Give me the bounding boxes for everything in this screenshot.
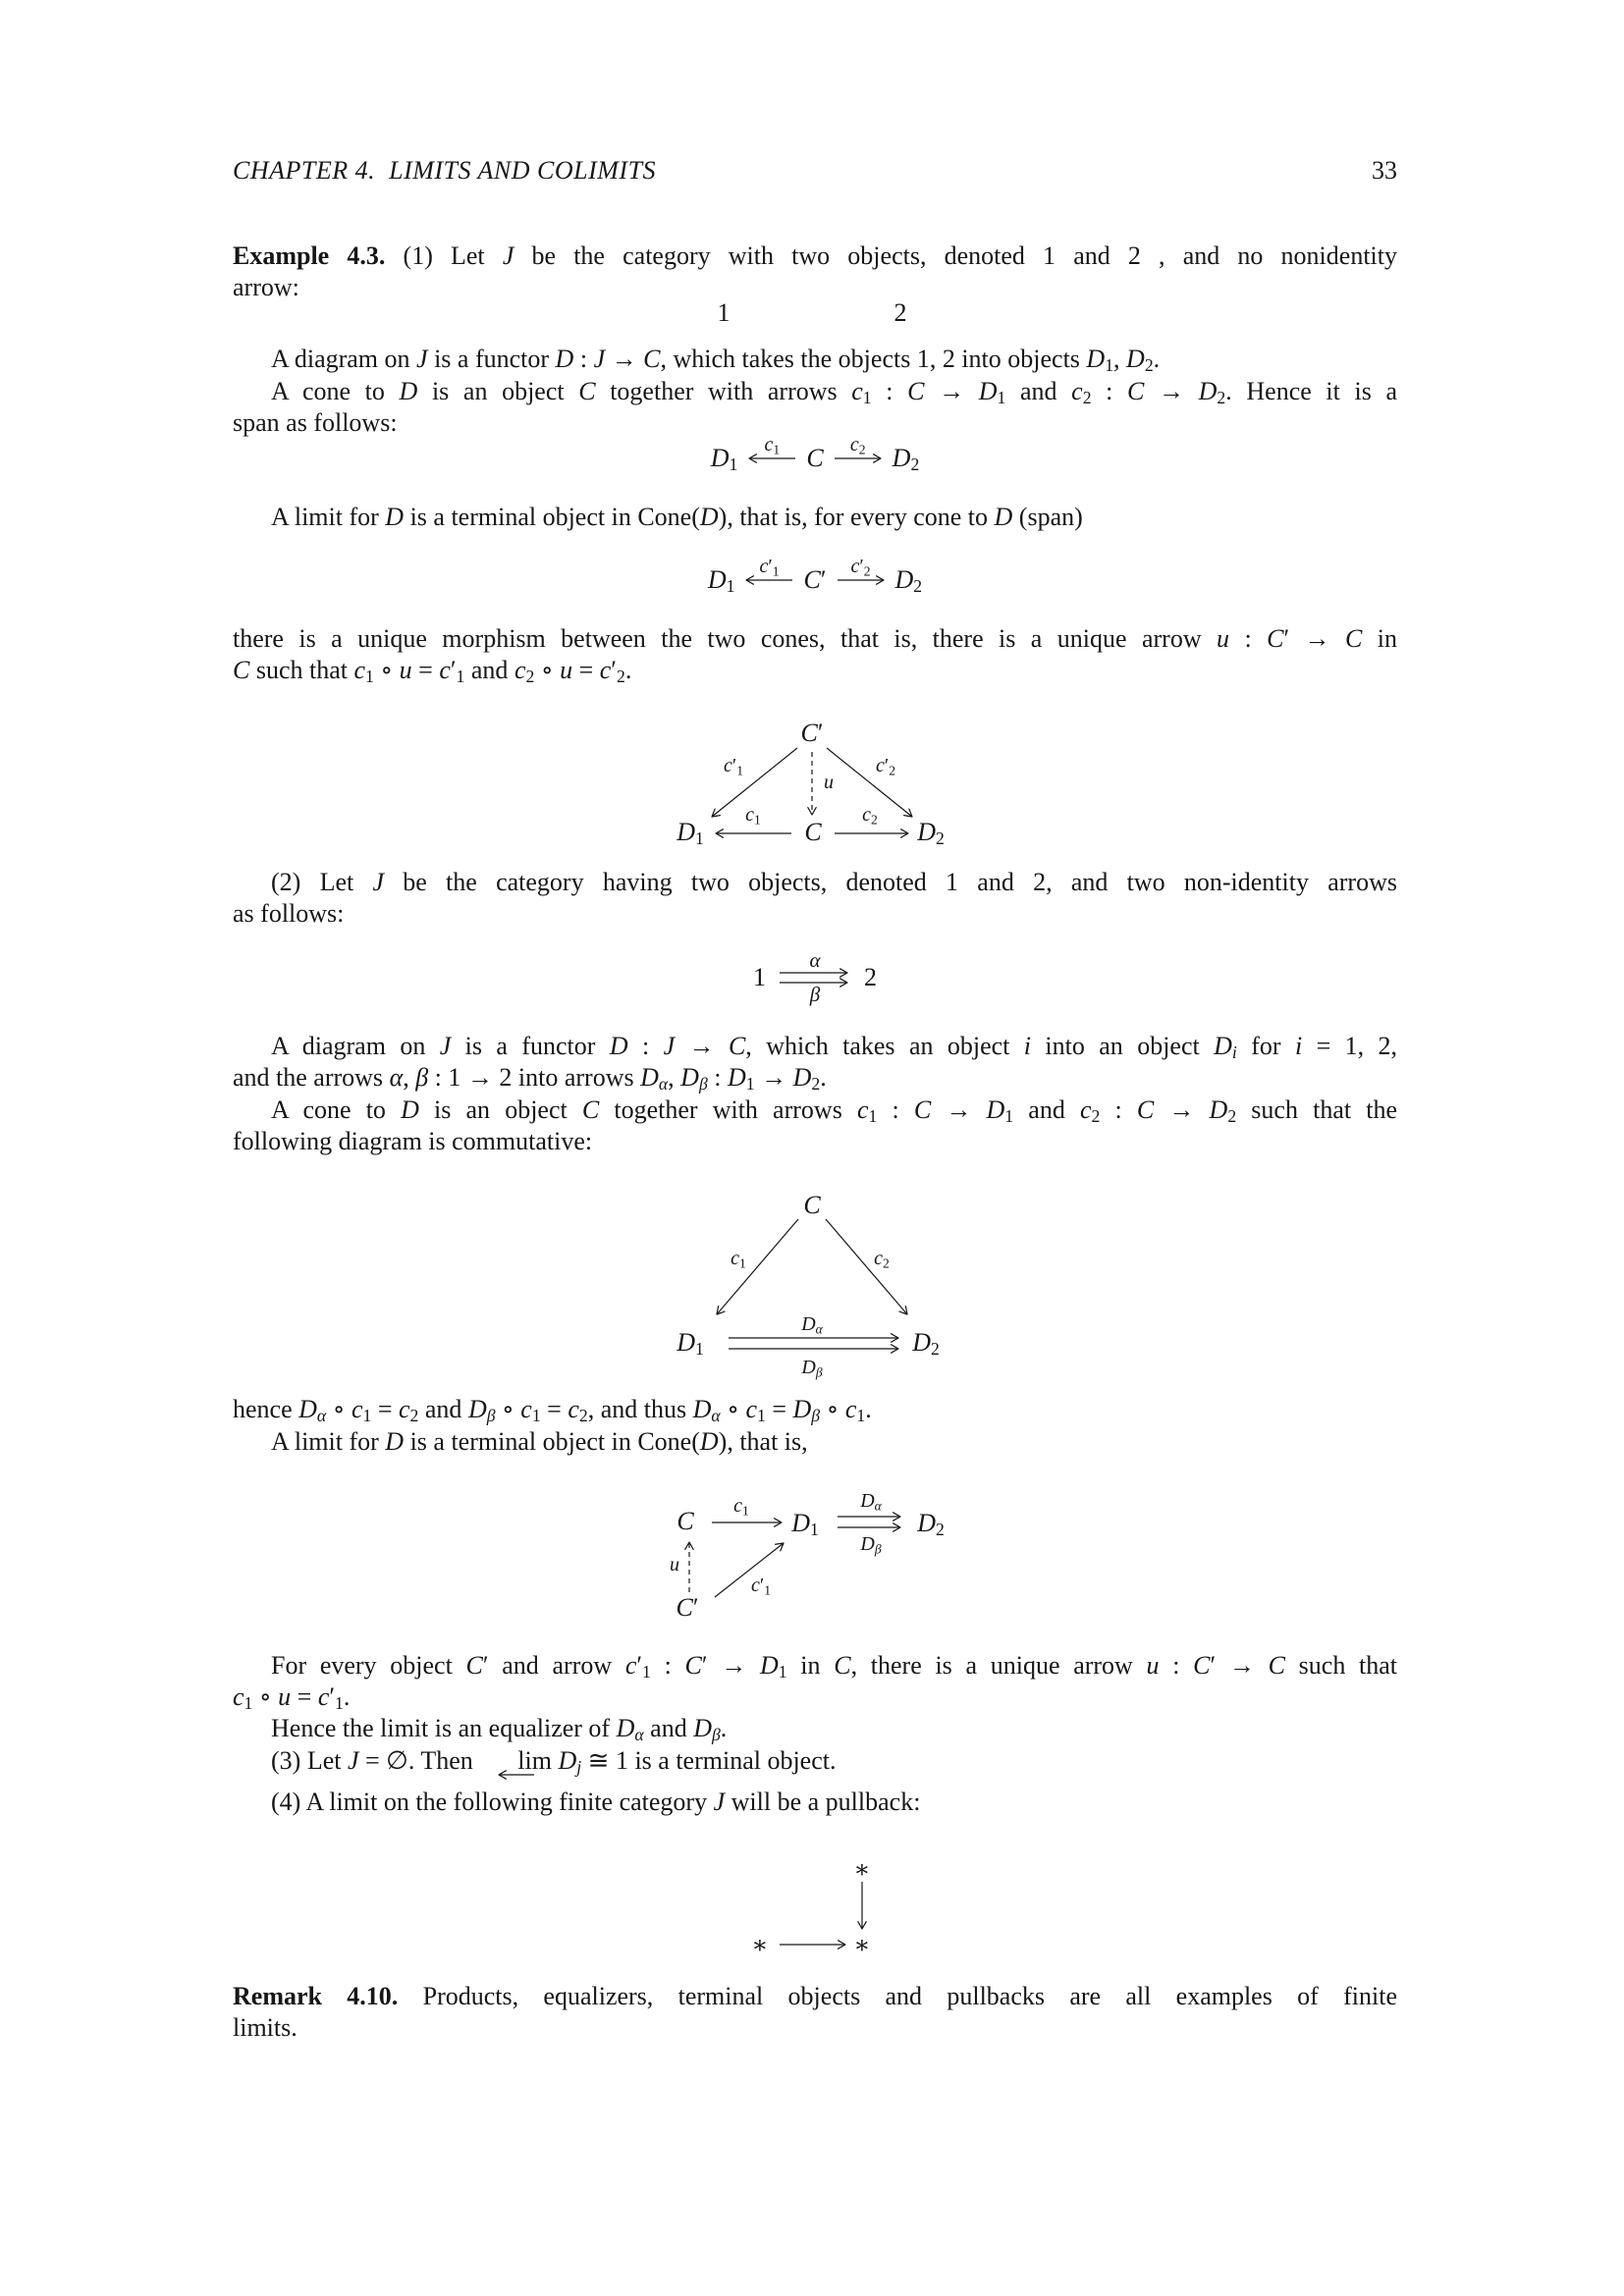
paragraph-let-two-arrows <box>233 867 1397 930</box>
node-c-prime: C′ <box>800 719 824 747</box>
display-span-cone <box>233 434 1397 475</box>
node-c-prime: C′ <box>676 1593 699 1622</box>
label-c1: $c_1$ <box>764 434 781 457</box>
node-c-prime: C′ <box>803 565 827 594</box>
paragraph-line: there is a unique morphism between the two cones, that is, there is a unique arrow u : C′ → C in <box>233 624 1397 653</box>
node-star-left: ∗ <box>751 1932 769 1959</box>
paragraph-line: A limit for D is a terminal object in Cone(D), that is, <box>271 1427 808 1456</box>
object-1: 1 <box>753 963 766 991</box>
node-d1: $D_1$ <box>707 565 735 597</box>
paragraph-line: span as follows: <box>233 408 398 437</box>
paragraph-limit-terminal-1 <box>233 502 1397 533</box>
node-d2: $D_2$ <box>892 444 920 475</box>
paragraph-diagram-functor-2 <box>233 1031 1397 1094</box>
display-parallel-pair <box>233 948 1397 1006</box>
label-d-beta: $D_\beta$ <box>860 1533 882 1557</box>
paragraph-example <box>233 240 1397 303</box>
running-header <box>233 155 1397 187</box>
paragraph-remark <box>233 1981 1397 2044</box>
paragraph-line: A cone to D is an object C together with arrows $c_1$ : $C \to D_1$ and $c_2$ : $C \to D_2$ such that the <box>271 1095 1397 1127</box>
label-c1: $c_1$ <box>745 804 761 828</box>
page-number: 33 <box>1372 156 1397 185</box>
paragraph-line: limits. <box>233 2013 298 2042</box>
node-c: C <box>806 444 824 472</box>
label-c1-prime: $c'_1$ <box>750 1575 772 1598</box>
paragraph-cone-span <box>233 376 1397 439</box>
node-d1: $D_1$ <box>677 818 704 849</box>
label-u: u <box>670 1554 679 1575</box>
labeled-right-arrow <box>836 556 887 586</box>
label-d-alpha: $D_\alpha$ <box>801 1313 823 1337</box>
diagram-cone-two-objects <box>658 709 972 866</box>
paragraph-line: (2) Let J be the category having two objects, denoted 1 and 2, and two non-identity arrows <box>271 868 1397 896</box>
node-d2: $D_2$ <box>917 818 945 849</box>
paragraph-unique-morphism <box>233 623 1397 686</box>
labeled-left-arrow <box>743 556 794 586</box>
paragraph-line <box>233 1745 1397 1777</box>
arrow-c1-prime <box>715 1543 784 1597</box>
paragraph-line: Remark 4.10. Products, equalizers, terminal objects and pullbacks are all examples of finite <box>233 1982 1397 2010</box>
node-d1: $D_1$ <box>791 1509 819 1540</box>
paragraph-diagram-functor-1 <box>233 344 1397 375</box>
double-arrow <box>778 948 852 1006</box>
paragraph-hence-equalizer <box>233 1713 1397 1744</box>
paragraph-line: hence $D_\alpha$ ∘ $c_1 = c_2$ and $D_\beta$ ∘ $c_1 = c_2$, and thus $D_\alpha$ ∘ $c_1 = D_\beta$ ∘ $c_1$. <box>233 1395 872 1426</box>
paragraph-line: C such that $c_1$ ∘ $u = c'_1$ and $c_2$ ∘ $u = c'_2$. <box>233 656 632 687</box>
paragraph-empty-category <box>233 1745 1397 1777</box>
diagram-cone-parallel-pair <box>658 1186 972 1392</box>
arrow-c1 <box>717 1219 798 1314</box>
label-c2: $c_2$ <box>874 1248 890 1271</box>
paragraph-example-line2: arrow: <box>233 273 299 301</box>
diagram-arrows <box>746 1858 943 1966</box>
node-star-bottom: ∗ <box>853 1932 871 1959</box>
paragraph-line: (4) A limit on the following finite category J will be a pullback: <box>271 1788 921 1816</box>
label-u: u <box>824 772 834 793</box>
arrow-c2 <box>826 1219 907 1314</box>
paragraph-line: A limit for D is a terminal object in Cone(D), that is, for every cone to D (span) <box>271 503 1083 531</box>
chapter-title: CHAPTER 4. LIMITS AND COLIMITS <box>233 156 657 185</box>
paragraph-line: A diagram on J is a functor D : J → C, which takes the objects 1, 2 into objects $D_1$, $D_2$. <box>271 345 1161 376</box>
diagram-pullback-shape <box>746 1858 943 1966</box>
paragraph-for-every <box>233 1650 1397 1713</box>
label-c1: $c_1$ <box>733 1495 749 1519</box>
node-c: C <box>803 1191 821 1219</box>
lim-label: lim <box>517 1746 552 1775</box>
node-d2: $D_2$ <box>912 1328 940 1360</box>
diagram-equalizer <box>638 1490 972 1631</box>
paragraph-cone-commutative <box>233 1095 1397 1157</box>
paragraph-pullback <box>233 1787 1397 1818</box>
text-before-lim: (3) Let J = ∅. Then <box>271 1746 473 1775</box>
paragraph-line: A cone to D is an object C together with arrows $c_1$ : $C \to D_1$ and $c_2$ : $C \to D_2$. Hence it is a <box>271 377 1397 408</box>
paragraph-limit-terminal-2 <box>233 1426 1397 1458</box>
projective-limit <box>479 1745 552 1777</box>
node-star-top: ∗ <box>853 1856 871 1884</box>
node-d1: $D_1$ <box>710 444 738 475</box>
paragraph-example-line1: Example 4.3. (1) Let J be the category with two objects, denoted 1 and 2 , and no nonidentity <box>233 241 1397 270</box>
paragraph-line: A diagram on J is a functor D : J → C, which takes an object i into an object $D_i$ for i = 1, 2, <box>271 1032 1398 1063</box>
node-c: C <box>804 818 822 846</box>
label-c1-prime: $c'_1$ <box>759 556 780 579</box>
label-c2-prime: $c'_2$ <box>875 755 896 778</box>
label-beta: β <box>809 983 821 1006</box>
label-c1: $c_1$ <box>731 1248 746 1271</box>
paragraph-hence-compose <box>233 1394 1397 1425</box>
label-alpha: α <box>809 948 821 972</box>
label-d-beta: $D_\beta$ <box>801 1357 823 1380</box>
paragraph-line: following diagram is commutative: <box>233 1127 593 1155</box>
label-c1-prime: $c'_1$ <box>723 755 744 778</box>
text-after-lim: $D_j$ ≅ 1 is a terminal object. <box>558 1746 837 1778</box>
paragraph-line: Hence the limit is an equalizer of $D_\alpha$ and $D_\beta$. <box>271 1714 728 1745</box>
node-d2: $D_2$ <box>894 565 923 597</box>
paragraph-line: and the arrows α, β : 1 → 2 into arrows $D_\alpha$, $D_\beta$ : $D_1 \to D_2$. <box>233 1063 827 1095</box>
paragraph-line: $c_1$ ∘ $u = c'_1$. <box>233 1682 351 1714</box>
label-c2: $c_2$ <box>862 804 878 828</box>
under-left-arrow-icon <box>495 1770 536 1782</box>
object-2: 2 <box>864 963 877 991</box>
paragraph-line: For every object C′ and arrow $c'_1$ : $C' \to D_1$ in C, there is a unique arrow u : C′ → C such that <box>271 1651 1398 1682</box>
object-1: 1 <box>717 298 731 327</box>
display-span-cone-prime <box>233 556 1397 597</box>
object-2: 2 <box>893 298 907 327</box>
node-d1: $D_1$ <box>677 1328 704 1360</box>
label-c2: $c_2$ <box>849 434 866 457</box>
label-c2-prime: $c'_2$ <box>850 556 871 579</box>
labeled-left-arrow <box>746 434 797 464</box>
node-d2: $D_2$ <box>917 1509 945 1540</box>
label-d-alpha: $D_\alpha$ <box>860 1490 882 1514</box>
labeled-right-arrow <box>833 434 884 464</box>
node-c: C <box>677 1507 694 1535</box>
paragraph-line: as follows: <box>233 899 345 928</box>
